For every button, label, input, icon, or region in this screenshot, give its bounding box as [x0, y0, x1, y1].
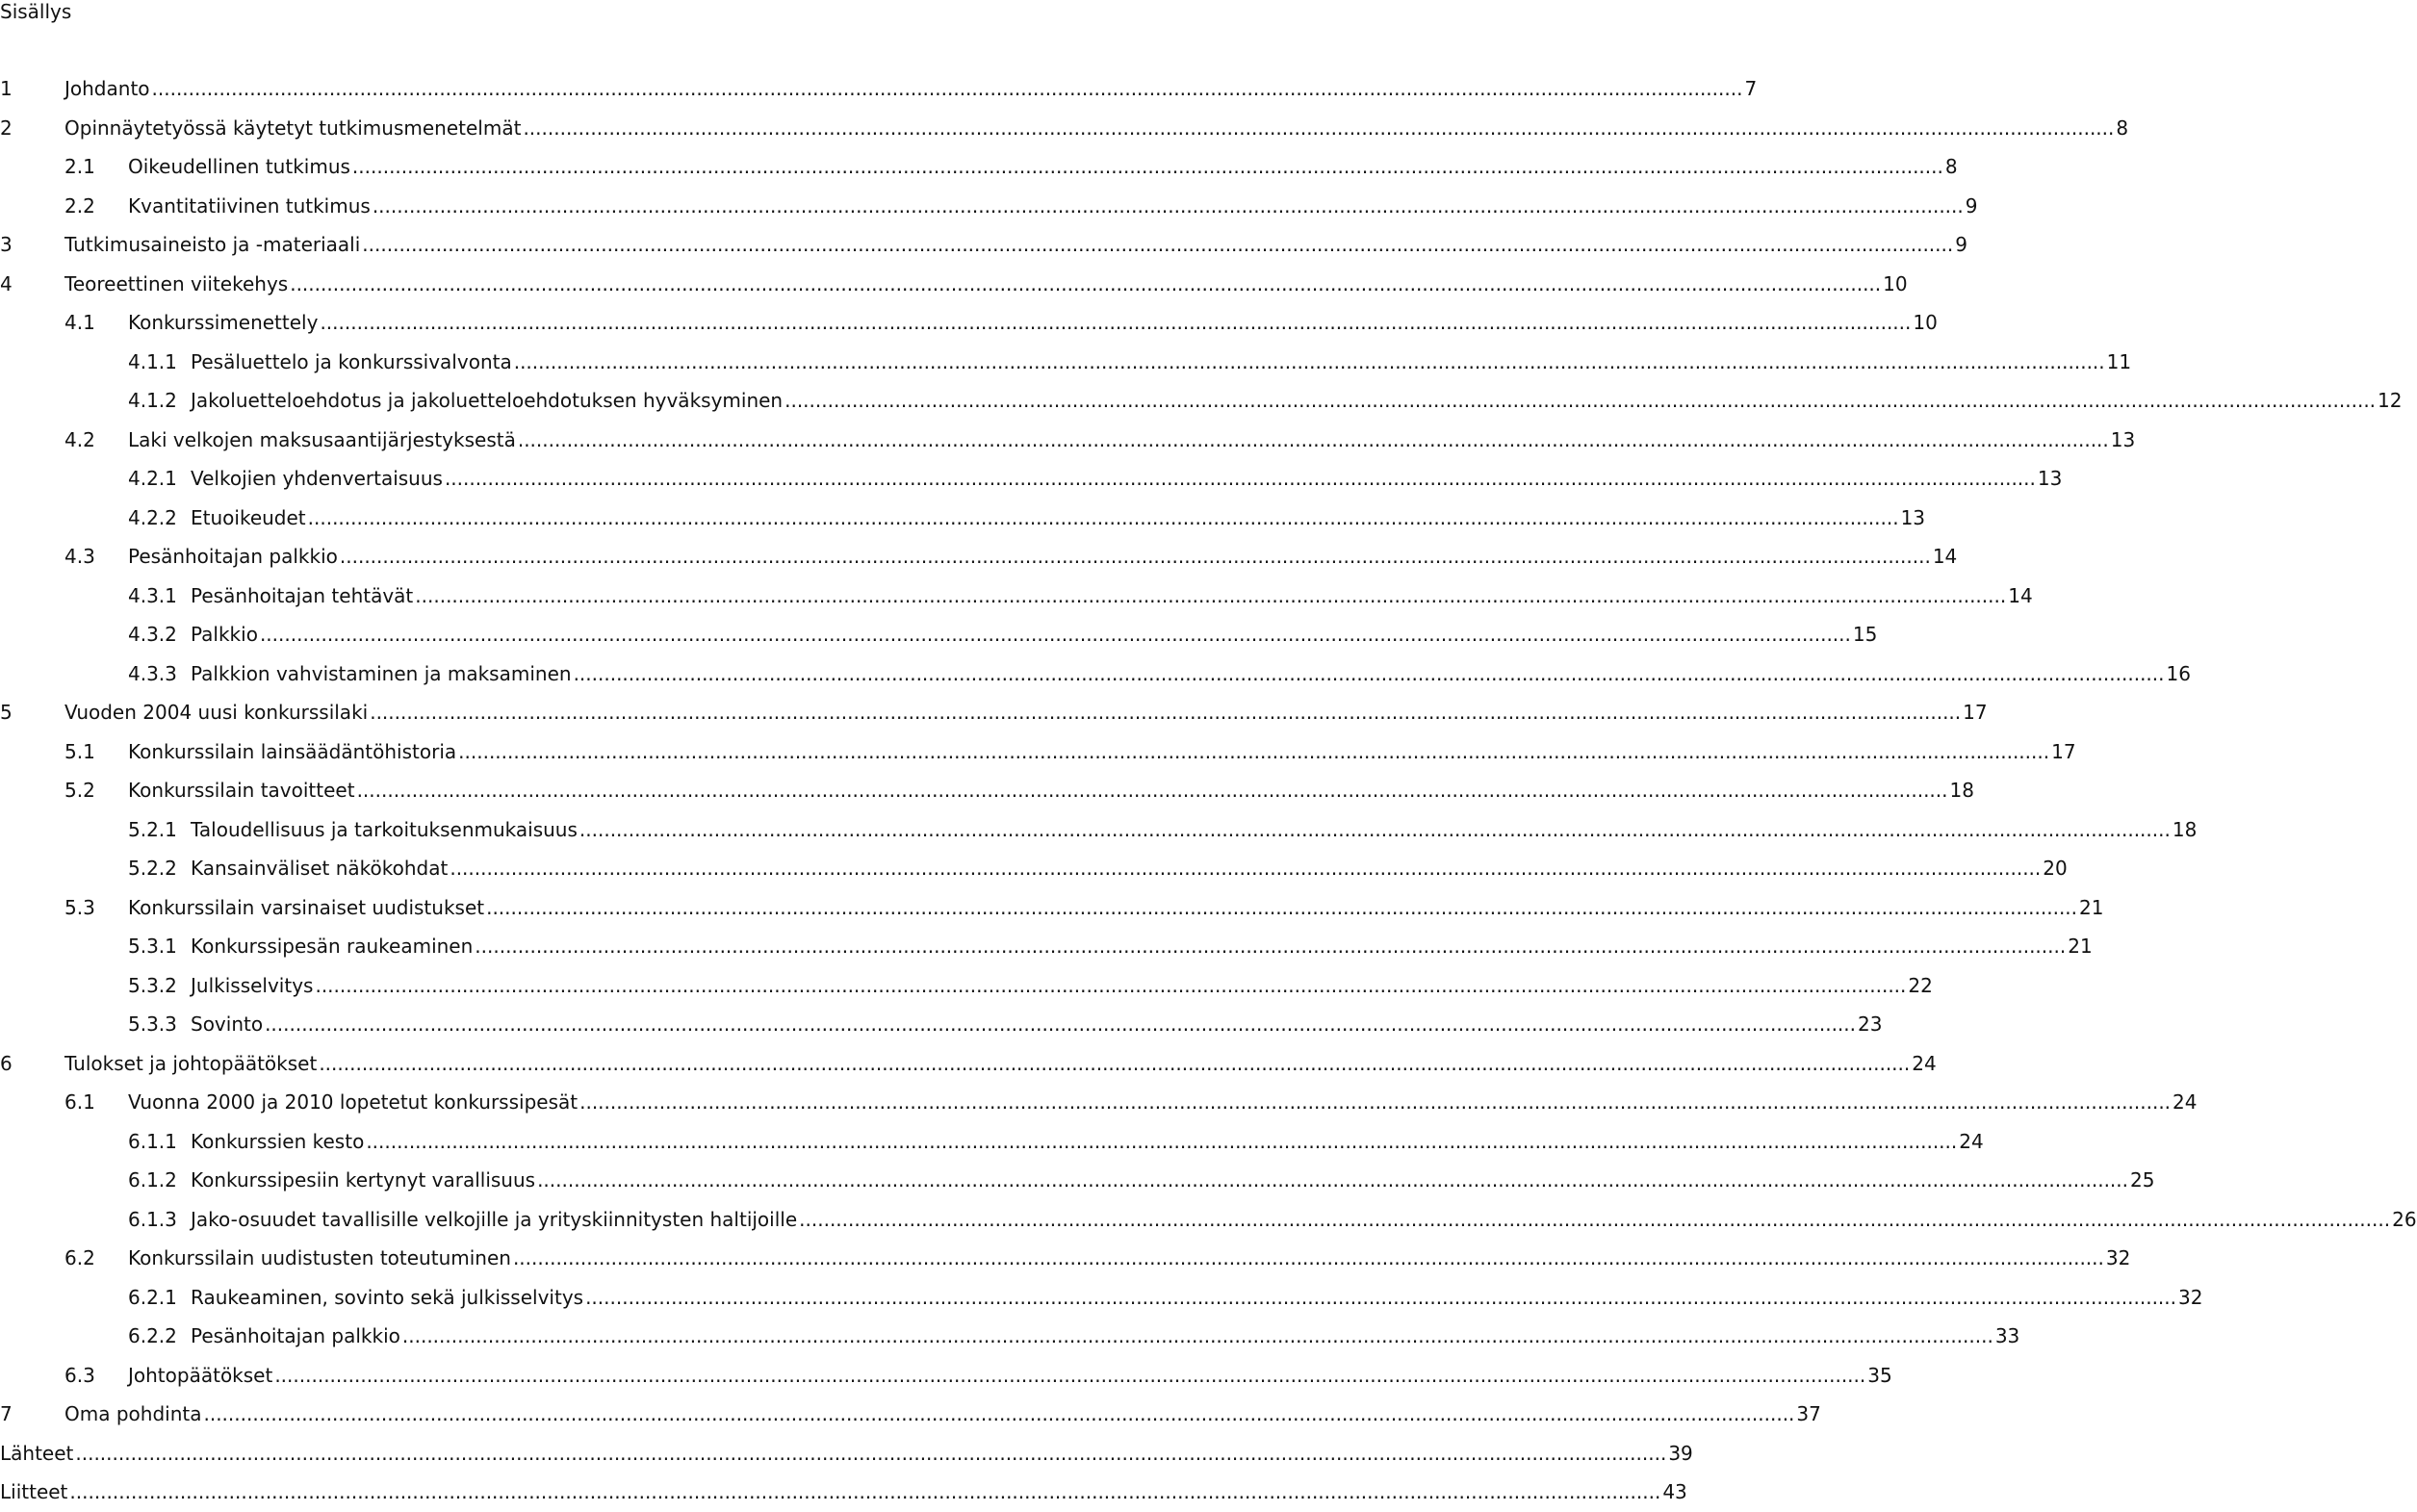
leader-dots: .................................................................................................................................................................................................................................................................... — [784, 389, 2377, 413]
toc-entry-page: 17 — [1963, 701, 1988, 725]
toc-entry[interactable] — [0, 888, 2104, 928]
toc-entry-page: 18 — [1949, 779, 1974, 803]
toc-entry-page: 32 — [2178, 1285, 2203, 1309]
toc-entry[interactable] — [0, 771, 1974, 810]
toc-entry-page: 33 — [1994, 1324, 2020, 1348]
toc-entry-number: 4.3.3 — [128, 661, 177, 685]
toc-entry-number: 5.1 — [64, 739, 95, 763]
leader-dots: .................................................................................................................................................................................................................................................................... — [585, 1285, 2177, 1309]
toc-entry-number: 2.1 — [64, 155, 95, 179]
toc-entry-page: 13 — [2037, 467, 2063, 491]
toc-entry-page: 21 — [2079, 895, 2104, 919]
toc-entry-number: 6.1.2 — [128, 1168, 177, 1192]
toc-entry-number: 2 — [0, 115, 13, 140]
leader-dots: .................................................................................................................................................................................................................................................................... — [366, 1129, 1958, 1153]
toc-entry-page: 9 — [1965, 193, 1978, 218]
toc-entry[interactable] — [0, 1005, 1883, 1044]
toc-entry-number: 5.2 — [64, 779, 95, 803]
toc-entry-label: Jako-osuudet tavallisille velkojille ja yrityskiinnitysten haltijoille — [191, 1207, 798, 1231]
toc-entry[interactable] — [0, 303, 1938, 343]
toc-entry-page: 14 — [2008, 583, 2033, 607]
leader-dots: .................................................................................................................................................................................................................................................................... — [579, 1090, 2172, 1115]
toc-entry-page: 24 — [2173, 1090, 2198, 1115]
toc-entry[interactable] — [0, 381, 2403, 421]
toc-entry[interactable] — [0, 654, 2191, 694]
toc-entry[interactable] — [0, 1434, 1693, 1474]
toc-entry-number: 6.2.1 — [128, 1285, 177, 1309]
toc-entry-number: 5.2.2 — [128, 857, 177, 881]
toc-entry-label: Vuonna 2000 ja 2010 lopetetut konkurssipesät — [128, 1090, 579, 1115]
toc-entry-number: 4.1.2 — [128, 389, 177, 413]
toc-entry-number: 6.2 — [64, 1246, 95, 1270]
toc-entry-label: Konkurssilain tavoitteet — [128, 779, 355, 803]
toc-entry-label: Pesänhoitajan palkkio — [128, 545, 338, 569]
toc-entry-number: 6 — [0, 1051, 13, 1075]
toc-entry[interactable] — [0, 615, 1878, 654]
toc-entry-number: 6.2.2 — [128, 1324, 177, 1348]
leader-dots: .................................................................................................................................................................................................................................................................... — [579, 817, 2171, 841]
toc-entry-page: 11 — [2106, 349, 2132, 373]
leader-dots: .................................................................................................................................................................................................................................................................... — [415, 583, 2007, 607]
toc-entry[interactable] — [0, 265, 1908, 304]
toc-entry-label: Pesäluettelo ja konkurssivalvonta — [191, 349, 512, 373]
toc-entry-page: 13 — [2110, 427, 2136, 451]
leader-dots: .................................................................................................................................................................................................................................................................... — [290, 271, 1882, 295]
toc-entry-number: 4.2 — [64, 427, 95, 451]
toc-entry[interactable] — [0, 849, 2068, 888]
toc-entry-page: 10 — [1883, 271, 1908, 295]
toc-entry-label: Pesänhoitajan tehtävät — [191, 583, 414, 607]
toc-entry[interactable] — [0, 1317, 2020, 1356]
toc-entry-number: 4.3.2 — [128, 623, 177, 647]
toc-entry[interactable] — [0, 1356, 1892, 1396]
toc-entry-label: Konkurssien kesto — [191, 1129, 365, 1153]
toc-entry-label: Konkurssilain varsinaiset uudistukset — [128, 895, 485, 919]
leader-dots: .................................................................................................................................................................................................................................................................... — [444, 467, 2036, 491]
toc-entry-page: 24 — [1912, 1051, 1937, 1075]
leader-dots: .................................................................................................................................................................................................................................................................... — [307, 505, 1899, 529]
toc-entry-page: 21 — [2068, 935, 2093, 959]
leader-dots: .................................................................................................................................................................................................................................................................... — [351, 155, 1943, 179]
toc-entry-number: 4.1 — [64, 311, 95, 335]
toc-entry[interactable] — [0, 1278, 2203, 1318]
toc-entry-number: 4 — [0, 271, 13, 295]
toc-entry[interactable] — [0, 927, 2093, 966]
toc-entry-number: 6.1 — [64, 1090, 95, 1115]
leader-dots: .................................................................................................................................................................................................................................................................... — [450, 857, 2042, 881]
leader-dots: .................................................................................................................................................................................................................................................................... — [517, 427, 2109, 451]
toc-entry-label: Konkurssilain uudistusten toteutuminen — [128, 1246, 511, 1270]
toc-entry-page: 24 — [1959, 1129, 1984, 1153]
toc-entry[interactable] — [0, 1122, 1984, 1162]
leader-dots: .................................................................................................................................................................................................................................................................... — [356, 779, 1948, 803]
toc-entry-number: 4.1.1 — [128, 349, 177, 373]
toc-entry[interactable] — [0, 537, 1958, 577]
leader-dots: .................................................................................................................................................................................................................................................................... — [458, 739, 2050, 763]
toc-entry-label: Jakoluetteloehdotus ja jakoluetteloehdotuksen hyväksyminen — [191, 389, 784, 413]
toc-entry-number: 1 — [0, 77, 13, 101]
toc-entry-label: Laki velkojen maksusaantijärjestyksestä — [128, 427, 516, 451]
toc-entry-label: Johtopäätökset — [128, 1363, 273, 1387]
toc-entry-label: Etuoikeudet — [191, 505, 306, 529]
toc-entry-label: Teoreettinen viitekehys — [64, 271, 289, 295]
toc-entry-page: 35 — [1867, 1363, 1892, 1387]
leader-dots: .................................................................................................................................................................................................................................................................... — [523, 115, 2115, 140]
leader-dots: .................................................................................................................................................................................................................................................................... — [372, 193, 1964, 218]
toc-entry-label: Palkkio — [191, 623, 258, 647]
leader-dots: .................................................................................................................................................................................................................................................................... — [339, 545, 1931, 569]
toc-entry-label: Vuoden 2004 uusi konkurssilaki — [64, 701, 369, 725]
leader-dots: .................................................................................................................................................................................................................................................................... — [370, 701, 1962, 725]
toc-entry-label: Lähteet — [0, 1441, 74, 1465]
toc-entry-page: 26 — [2392, 1207, 2417, 1231]
toc-entry-page: 15 — [1852, 623, 1878, 647]
leader-dots: .................................................................................................................................................................................................................................................................... — [259, 623, 1851, 647]
leader-dots: .................................................................................................................................................................................................................................................................... — [265, 1012, 1857, 1037]
page-title: Sisällys — [0, 0, 72, 23]
toc-entry-label: Pesänhoitajan palkkio — [191, 1324, 400, 1348]
toc-entry-page: 18 — [2172, 817, 2198, 841]
toc-entry[interactable] — [0, 1473, 1687, 1512]
leader-dots: .................................................................................................................................................................................................................................................................... — [799, 1207, 2391, 1231]
toc-entry-number: 4.3 — [64, 545, 95, 569]
toc-entry-label: Oikeudellinen tutkimus — [128, 155, 350, 179]
toc-entry-page: 20 — [2043, 857, 2068, 881]
toc-entry-page: 8 — [2116, 115, 2129, 140]
toc-entry-label: Julkisselvitys — [191, 973, 314, 997]
toc-entry[interactable] — [0, 1083, 2198, 1122]
leader-dots: .................................................................................................................................................................................................................................................................... — [537, 1168, 2129, 1192]
toc-entry-label: Tulokset ja johtopäätökset — [64, 1051, 318, 1075]
toc-entry-number: 5.3.3 — [128, 1012, 177, 1037]
toc-entry[interactable] — [0, 1161, 2155, 1200]
leader-dots: .................................................................................................................................................................................................................................................................... — [513, 349, 2105, 373]
table-of-contents — [0, 69, 2417, 1512]
toc-entry[interactable] — [0, 187, 1978, 226]
toc-entry-label: Kvantitatiivinen tutkimus — [128, 193, 371, 218]
toc-entry[interactable] — [0, 147, 1958, 187]
toc-entry-label: Opinnäytetyössä käytetyt tutkimusmenetelmät — [64, 115, 522, 140]
toc-entry-page: 32 — [2105, 1246, 2131, 1270]
toc-entry-page: 37 — [1796, 1402, 1821, 1426]
toc-entry-number: 6.1.3 — [128, 1207, 177, 1231]
toc-entry-page: 8 — [1944, 155, 1958, 179]
toc-entry-number: 2.2 — [64, 193, 95, 218]
toc-entry-number: 4.2.1 — [128, 467, 177, 491]
toc-entry-label: Oma pohdinta — [64, 1402, 202, 1426]
toc-entry-label: Konkurssipesän raukeaminen — [191, 935, 474, 959]
toc-entry[interactable] — [0, 1200, 2417, 1240]
toc-entry[interactable] — [0, 1044, 1937, 1084]
toc-entry[interactable] — [0, 459, 2063, 499]
toc-entry[interactable] — [0, 577, 2033, 616]
leader-dots: .................................................................................................................................................................................................................................................................... — [151, 77, 1743, 101]
toc-entry-label: Kansainväliset näkökohdat — [191, 857, 449, 881]
leader-dots: .................................................................................................................................................................................................................................................................... — [475, 935, 2067, 959]
leader-dots: .................................................................................................................................................................................................................................................................... — [75, 1441, 1667, 1465]
toc-entry[interactable] — [0, 810, 2198, 850]
leader-dots: .................................................................................................................................................................................................................................................................... — [203, 1402, 1795, 1426]
toc-entry-page: 16 — [2166, 661, 2191, 685]
toc-entry-label: Raukeaminen, sovinto sekä julkisselvitys — [191, 1285, 584, 1309]
toc-entry-label: Sovinto — [191, 1012, 264, 1037]
toc-entry-label: Konkurssipesiin kertynyt varallisuus — [191, 1168, 536, 1192]
toc-entry-number: 4.2.2 — [128, 505, 177, 529]
toc-entry-number: 3 — [0, 233, 13, 257]
leader-dots: .................................................................................................................................................................................................................................................................... — [315, 973, 1907, 997]
leader-dots: .................................................................................................................................................................................................................................................................... — [362, 233, 1954, 257]
leader-dots: .................................................................................................................................................................................................................................................................... — [401, 1324, 1993, 1348]
toc-entry[interactable] — [0, 69, 1758, 109]
toc-entry[interactable] — [0, 421, 2136, 460]
toc-entry-page: 9 — [1955, 233, 1967, 257]
toc-entry-label: Palkkion vahvistaminen ja maksaminen — [191, 661, 572, 685]
toc-entry[interactable] — [0, 732, 2076, 772]
toc-entry-number: 5.2.1 — [128, 817, 177, 841]
toc-entry-page: 39 — [1668, 1441, 1693, 1465]
toc-entry-label: Konkurssimenettely — [128, 311, 319, 335]
toc-entry-page: 23 — [1858, 1012, 1883, 1037]
toc-entry-page: 17 — [2051, 739, 2076, 763]
toc-entry-page: 14 — [1932, 545, 1958, 569]
toc-entry-page: 10 — [1913, 311, 1938, 335]
toc-entry-number: 5.3.1 — [128, 935, 177, 959]
toc-entry-page: 25 — [2130, 1168, 2155, 1192]
toc-entry-page: 13 — [1900, 505, 1926, 529]
toc-entry-number: 7 — [0, 1402, 13, 1426]
leader-dots: .................................................................................................................................................................................................................................................................... — [274, 1363, 1866, 1387]
toc-entry[interactable] — [0, 499, 1926, 538]
toc-entry-label: Johdanto — [64, 77, 150, 101]
leader-dots: .................................................................................................................................................................................................................................................................... — [512, 1246, 2104, 1270]
leader-dots: .................................................................................................................................................................................................................................................................... — [319, 1051, 1911, 1075]
toc-entry[interactable] — [0, 343, 2132, 382]
toc-entry-number: 5.3 — [64, 895, 95, 919]
toc-entry[interactable] — [0, 1239, 2131, 1278]
toc-entry-number: 4.3.1 — [128, 583, 177, 607]
toc-entry-label: Tutkimusaineisto ja -materiaali — [64, 233, 361, 257]
toc-entry-number: 5 — [0, 701, 13, 725]
toc-entry-label: Konkurssilain lainsäädäntöhistoria — [128, 739, 457, 763]
toc-entry[interactable] — [0, 225, 1967, 265]
leader-dots: .................................................................................................................................................................................................................................................................... — [486, 895, 2078, 919]
toc-entry-page: 22 — [1908, 973, 1933, 997]
toc-entry-label: Velkojien yhdenvertaisuus — [191, 467, 443, 491]
leader-dots: .................................................................................................................................................................................................................................................................... — [69, 1480, 1661, 1504]
toc-entry-page: 12 — [2378, 389, 2403, 413]
toc-entry-number: 6.1.1 — [128, 1129, 177, 1153]
toc-entry-number: 5.3.2 — [128, 973, 177, 997]
toc-entry-number: 6.3 — [64, 1363, 95, 1387]
toc-entry[interactable] — [0, 966, 1933, 1006]
toc-entry-label: Liitteet — [0, 1480, 68, 1504]
toc-entry[interactable] — [0, 109, 2129, 148]
toc-entry-page: 43 — [1662, 1480, 1687, 1504]
leader-dots: .................................................................................................................................................................................................................................................................... — [320, 311, 1912, 335]
toc-entry[interactable] — [0, 693, 1988, 732]
toc-entry[interactable] — [0, 1395, 1821, 1434]
leader-dots: .................................................................................................................................................................................................................................................................... — [573, 661, 2165, 685]
toc-entry-label: Taloudellisuus ja tarkoituksenmukaisuus — [191, 817, 578, 841]
toc-entry-page: 7 — [1744, 77, 1758, 101]
